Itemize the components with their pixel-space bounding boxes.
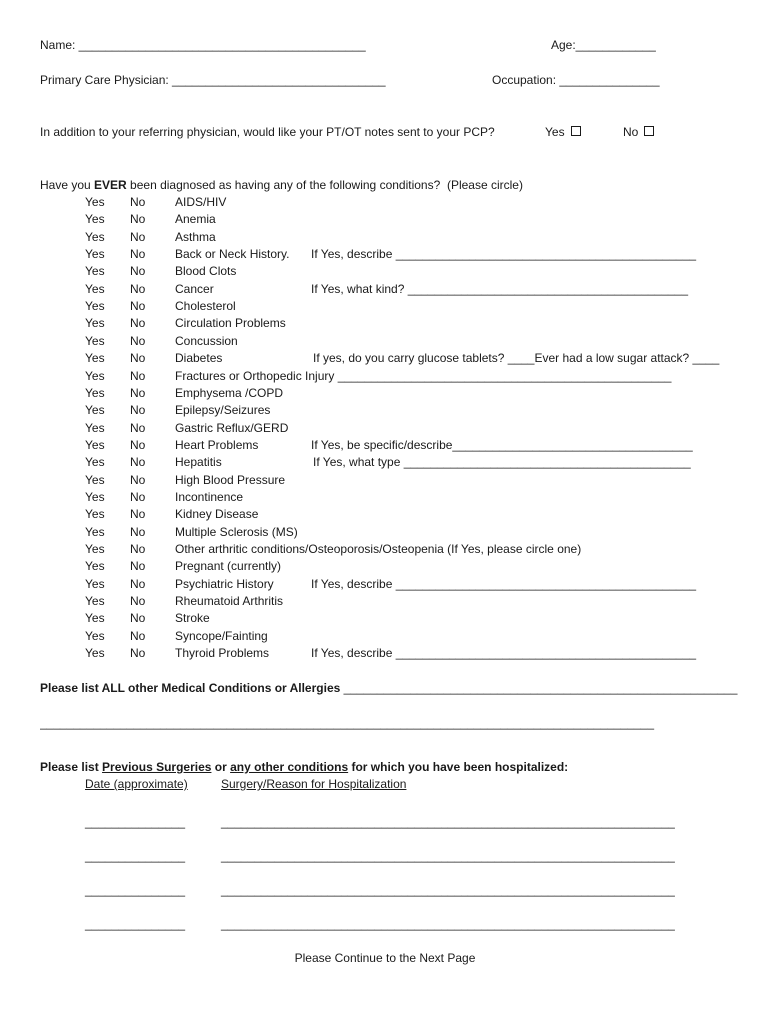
condition-name: Fractures or Orthopedic Injury __________________________________________________ xyxy=(175,368,672,383)
condition-name: High Blood Pressure xyxy=(175,472,286,487)
pcp-notes-yes[interactable] xyxy=(545,125,581,139)
surgeries-prev: Previous Surgeries xyxy=(102,760,212,774)
condition-name: Cancer xyxy=(175,281,214,296)
condition-name: Circulation Problems xyxy=(175,316,286,331)
intro-suffix: been diagnosed as having any of the following conditions? (Please circle) xyxy=(126,178,523,192)
surgeries-suffix: for which you have been hospitalized: xyxy=(348,760,569,774)
condition-name: Concussion xyxy=(175,333,238,348)
age-field[interactable]: Age:____________ xyxy=(551,38,656,52)
condition-no-option[interactable]: No xyxy=(130,611,146,626)
conditions-intro xyxy=(40,178,523,192)
condition-no-option[interactable]: No xyxy=(130,281,146,296)
condition-row xyxy=(0,594,770,611)
condition-name: Rheumatoid Arthritis xyxy=(175,594,284,609)
condition-no-option[interactable]: No xyxy=(130,646,146,661)
condition-detail-field[interactable]: If Yes, what type ___________________________________________ xyxy=(313,455,691,470)
condition-detail-field[interactable]: If Yes, describe _____________________________________________ xyxy=(311,576,697,591)
condition-row xyxy=(0,421,770,438)
condition-yes-option[interactable]: Yes xyxy=(85,594,105,609)
condition-yes-option[interactable]: Yes xyxy=(85,559,105,574)
condition-row xyxy=(0,351,770,368)
condition-no-option[interactable]: No xyxy=(130,299,146,314)
condition-no-option[interactable]: No xyxy=(130,351,146,366)
condition-no-option[interactable]: No xyxy=(130,229,146,244)
condition-row xyxy=(0,230,770,247)
condition-name: Kidney Disease xyxy=(175,507,259,522)
surgery-date-line[interactable]: _______________ xyxy=(85,849,186,863)
surgeries-heading xyxy=(40,760,568,774)
condition-name: Epilepsy/Seizures xyxy=(175,403,271,418)
pcp-notes-no[interactable] xyxy=(623,125,654,139)
condition-yes-option[interactable]: Yes xyxy=(85,403,105,418)
condition-name: Back or Neck History. xyxy=(175,247,290,262)
surgery-reason-line[interactable]: ____________________________________________________________________ xyxy=(221,815,675,829)
surgeries-prefix: Please list xyxy=(40,760,103,774)
condition-row xyxy=(0,316,770,333)
condition-name: Blood Clots xyxy=(175,264,237,279)
pcp-notes-question: In addition to your referring physician, would like your PT/OT notes sent to your PCP? xyxy=(40,125,495,139)
condition-name: Asthma xyxy=(175,229,216,244)
condition-yes-option[interactable]: Yes xyxy=(85,628,105,643)
condition-yes-option[interactable]: Yes xyxy=(85,524,105,539)
condition-no-option[interactable]: No xyxy=(130,507,146,522)
condition-yes-option[interactable]: Yes xyxy=(85,333,105,348)
condition-yes-option[interactable]: Yes xyxy=(85,229,105,244)
no-checkbox[interactable] xyxy=(644,126,654,136)
footer-note: Please Continue to the Next Page xyxy=(294,951,476,965)
condition-name: Cholesterol xyxy=(175,299,236,314)
condition-row xyxy=(0,334,770,351)
condition-name: Hepatitis xyxy=(175,455,222,470)
condition-no-option[interactable]: No xyxy=(130,247,146,262)
intro-prefix: Have you xyxy=(40,178,95,192)
condition-row xyxy=(0,646,770,663)
condition-no-option[interactable]: No xyxy=(130,628,146,643)
surgery-reason-line[interactable]: ____________________________________________________________________ xyxy=(221,883,675,897)
condition-row xyxy=(0,629,770,646)
condition-yes-option[interactable]: Yes xyxy=(85,351,105,366)
condition-yes-option[interactable]: Yes xyxy=(85,385,105,400)
condition-name: Thyroid Problems xyxy=(175,646,270,661)
condition-row xyxy=(0,490,770,507)
condition-no-option[interactable]: No xyxy=(130,316,146,331)
condition-name: Syncope/Fainting xyxy=(175,628,268,643)
condition-yes-option[interactable]: Yes xyxy=(85,281,105,296)
occupation-field[interactable] xyxy=(492,73,660,87)
condition-no-option[interactable]: No xyxy=(130,472,146,487)
condition-row xyxy=(0,247,770,264)
condition-detail-field[interactable]: If Yes, describe _____________________________________________ xyxy=(311,646,697,661)
condition-no-option[interactable]: No xyxy=(130,212,146,227)
condition-yes-option[interactable]: Yes xyxy=(85,576,105,591)
condition-row xyxy=(0,195,770,212)
other-conditions-full-line[interactable]: ____________________________________________________________________________________________ xyxy=(40,716,654,730)
condition-no-option[interactable]: No xyxy=(130,576,146,591)
condition-row xyxy=(0,264,770,281)
condition-yes-option[interactable]: Yes xyxy=(85,247,105,262)
pcp-field[interactable]: Primary Care Physician: ________________________________ xyxy=(40,73,386,87)
condition-yes-option[interactable]: Yes xyxy=(85,316,105,331)
condition-name: Stroke xyxy=(175,611,210,626)
condition-name: Other arthritic conditions/Osteoporosis/Osteopenia (If Yes, please circle one) xyxy=(175,542,582,556)
condition-yes-option[interactable]: Yes xyxy=(85,542,105,556)
condition-yes-option[interactable]: Yes xyxy=(85,264,105,279)
condition-name: Emphysema /COPD xyxy=(175,385,284,400)
condition-row xyxy=(0,577,770,594)
condition-row xyxy=(0,403,770,420)
condition-no-option[interactable]: No xyxy=(130,559,146,574)
condition-no-option[interactable]: No xyxy=(130,333,146,348)
other-conditions-line: ___________________________________________________________ xyxy=(340,681,738,695)
condition-row xyxy=(0,507,770,524)
condition-name: Anemia xyxy=(175,212,216,227)
condition-yes-option[interactable]: Yes xyxy=(85,507,105,522)
condition-row xyxy=(0,473,770,490)
condition-row xyxy=(0,299,770,316)
condition-detail-field[interactable]: If yes, do you carry glucose tablets? ____Ever had a low sugar attack? ____ xyxy=(313,351,720,366)
condition-no-option[interactable]: No xyxy=(130,542,146,556)
condition-name: Pregnant (currently) xyxy=(175,559,282,574)
condition-no-option[interactable]: No xyxy=(130,403,146,418)
yes-checkbox[interactable] xyxy=(571,126,581,136)
condition-name: Heart Problems xyxy=(175,437,259,452)
condition-name: AIDS/HIV xyxy=(175,195,227,209)
surgery-reason-line[interactable]: ____________________________________________________________________ xyxy=(221,849,675,863)
other-conditions-field[interactable] xyxy=(40,681,737,695)
occupation-label: Occupation: ______________ xyxy=(492,73,653,87)
condition-yes-option[interactable]: Yes xyxy=(85,489,105,504)
condition-row xyxy=(0,455,770,472)
surgeries-any: any other conditions xyxy=(230,760,349,774)
condition-name: Multiple Sclerosis (MS) xyxy=(175,524,298,539)
condition-row xyxy=(0,212,770,229)
yes-label: Yes xyxy=(545,125,565,139)
intro-emphasis: EVER xyxy=(94,178,127,192)
col-reason-header: Surgery/Reason for Hospitalization xyxy=(221,777,407,791)
condition-detail-field[interactable]: If Yes, describe _____________________________________________ xyxy=(311,247,697,262)
condition-row xyxy=(0,386,770,403)
condition-no-option[interactable]: No xyxy=(130,420,146,435)
no-label: No xyxy=(623,125,639,139)
condition-name: Diabetes xyxy=(175,351,223,366)
condition-no-option[interactable]: No xyxy=(130,368,146,383)
condition-detail-field[interactable]: If Yes, what kind? __________________________________________ xyxy=(311,281,689,296)
condition-detail-field[interactable]: If Yes, be specific/describe____________________________________ xyxy=(311,437,693,452)
surgery-reason-line[interactable]: ____________________________________________________________________ xyxy=(221,917,675,931)
occupation-tail: _ xyxy=(652,73,660,87)
col-date-header: Date (approximate) xyxy=(85,777,188,791)
condition-yes-option[interactable]: Yes xyxy=(85,368,105,383)
condition-yes-option[interactable]: Yes xyxy=(85,420,105,435)
condition-yes-option[interactable]: Yes xyxy=(85,611,105,626)
condition-row xyxy=(0,559,770,576)
condition-row xyxy=(0,611,770,628)
condition-no-option[interactable]: No xyxy=(130,385,146,400)
condition-name: Incontinence xyxy=(175,489,244,504)
condition-no-option[interactable]: No xyxy=(130,437,146,452)
condition-yes-option[interactable]: Yes xyxy=(85,299,105,314)
name-field[interactable]: Name: ___________________________________________ xyxy=(40,38,366,52)
condition-row xyxy=(0,282,770,299)
condition-name: Gastric Reflux/GERD xyxy=(175,420,289,435)
condition-yes-option[interactable]: Yes xyxy=(85,195,105,209)
condition-row xyxy=(0,542,770,559)
condition-yes-option[interactable]: Yes xyxy=(85,646,105,661)
surgery-date-line[interactable]: _______________ xyxy=(85,815,186,829)
condition-yes-option[interactable]: Yes xyxy=(85,472,105,487)
surgery-date-line[interactable]: _______________ xyxy=(85,883,186,897)
condition-row xyxy=(0,369,770,386)
condition-no-option[interactable]: No xyxy=(130,594,146,609)
condition-row xyxy=(0,525,770,542)
condition-no-option[interactable]: No xyxy=(130,264,146,279)
other-conditions-label: Please list ALL other Medical Conditions or Allergies xyxy=(40,681,341,695)
condition-name: Psychiatric History xyxy=(175,576,274,591)
surgery-date-line[interactable]: _______________ xyxy=(85,917,186,931)
condition-no-option[interactable]: No xyxy=(130,195,146,209)
surgeries-or: or xyxy=(211,760,231,774)
condition-yes-option[interactable]: Yes xyxy=(85,437,105,452)
condition-no-option[interactable]: No xyxy=(130,489,146,504)
condition-no-option[interactable]: No xyxy=(130,455,146,470)
condition-yes-option[interactable]: Yes xyxy=(85,212,105,227)
condition-row xyxy=(0,438,770,455)
condition-no-option[interactable]: No xyxy=(130,524,146,539)
condition-yes-option[interactable]: Yes xyxy=(85,455,105,470)
